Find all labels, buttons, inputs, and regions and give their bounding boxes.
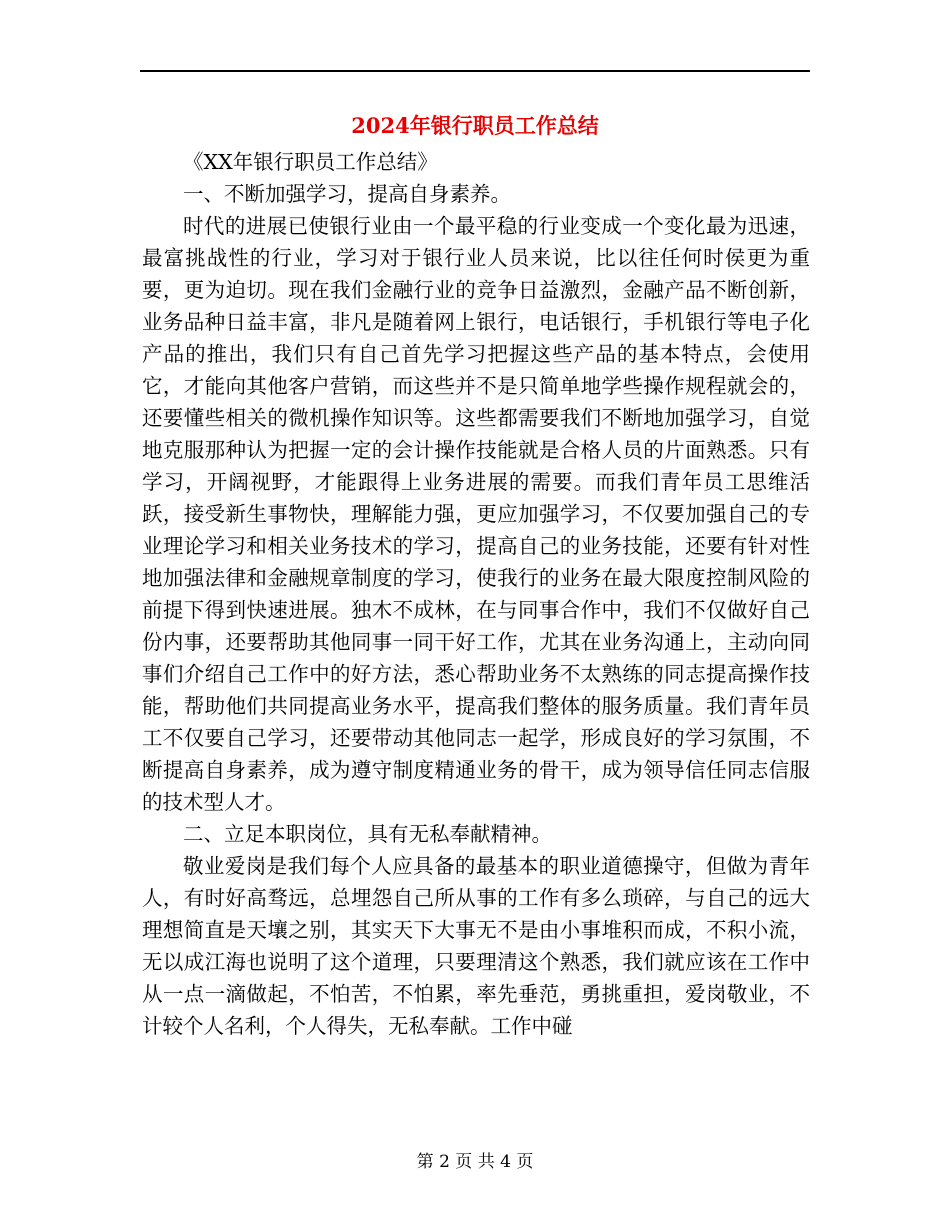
document-subtitle: 《XX年银行职员工作总结》 bbox=[183, 150, 438, 174]
document-body bbox=[142, 146, 810, 1042]
section-heading-2: 二、立足本职岗位，具有无私奉献精神。 bbox=[183, 822, 552, 846]
header-rule bbox=[140, 70, 810, 72]
page-number-footer: 第 2 页 共 4 页 bbox=[416, 1152, 534, 1172]
body-paragraph-1: 时代的进展已使银行业由一个最平稳的行业变成一个变化最为迅速，最富挑战性的行业，学习对于银行业人员来说，比以往任何时侯更为重要，更为迫切。现在我们金融行业的竞争日益激烈，金融产品不断创新，业务品种日益丰富，非凡是随着网上银行，电话银行，手机银行等电子化产品的推出，我们只有自己首先学习把握这些产品的基本特点，会使用它，才能向其他客户营销，而这些并不是只简单地学些操作规程就会的，还要懂些相关的微机操作知识等。这些都需要我们不断地加强学习，自觉地克服那种认为把握一定的会计操作技能就是合格人员的片面熟悉。只有学习，开阔视野，才能跟得上业务进展的需要。而我们青年员工思维活跃，接受新生事物快，理解能力强，更应加强学习，不仅要加强自己的专业理论学习和相关业务技术的学习，提高自己的业务技能，还要有针对性地加强法律和金融规章制度的学习，使我行的业务在最大限度控制风险的前提下得到快速进展。独木不成林，在与同事合作中，我们不仅做好自己份内事，还要帮助其他同事一同干好工作，尤其在业务沟通上，主动向同事们介绍自己工作中的好方法，悉心帮助业务不太熟练的同志提高操作技能，帮助他们共同提高业务水平，提高我们整体的服务质量。我们青年员工不仅要自己学习，还要带动其他同志一起学，形成良好的学习氛围，不断提高自身素养，成为遵守制度精通业务的骨干，成为领导信任同志信服的技术型人才。 bbox=[142, 214, 810, 814]
body-paragraph-2: 敬业爱岗是我们每个人应具备的最基本的职业道德操守，但做为青年人，有时好高骛远，总埋怨自己所从事的工作有多么琐碎，与自己的远大理想简直是天壤之别，其实天下大事无不是由小事堆积而成，不积小流，无以成江海也说明了这个道理，只要理清这个熟悉，我们就应该在工作中从一点一滴做起，不怕苦，不怕累，率先垂范，勇挑重担，爱岗敬业，不计较个人名利，个人得失，无私奉献。工作中碰 bbox=[142, 854, 810, 1038]
document-title: 2024年银行职员工作总结 bbox=[351, 113, 599, 138]
section-heading-1: 一、不断加强学习，提高自身素养。 bbox=[183, 182, 511, 206]
